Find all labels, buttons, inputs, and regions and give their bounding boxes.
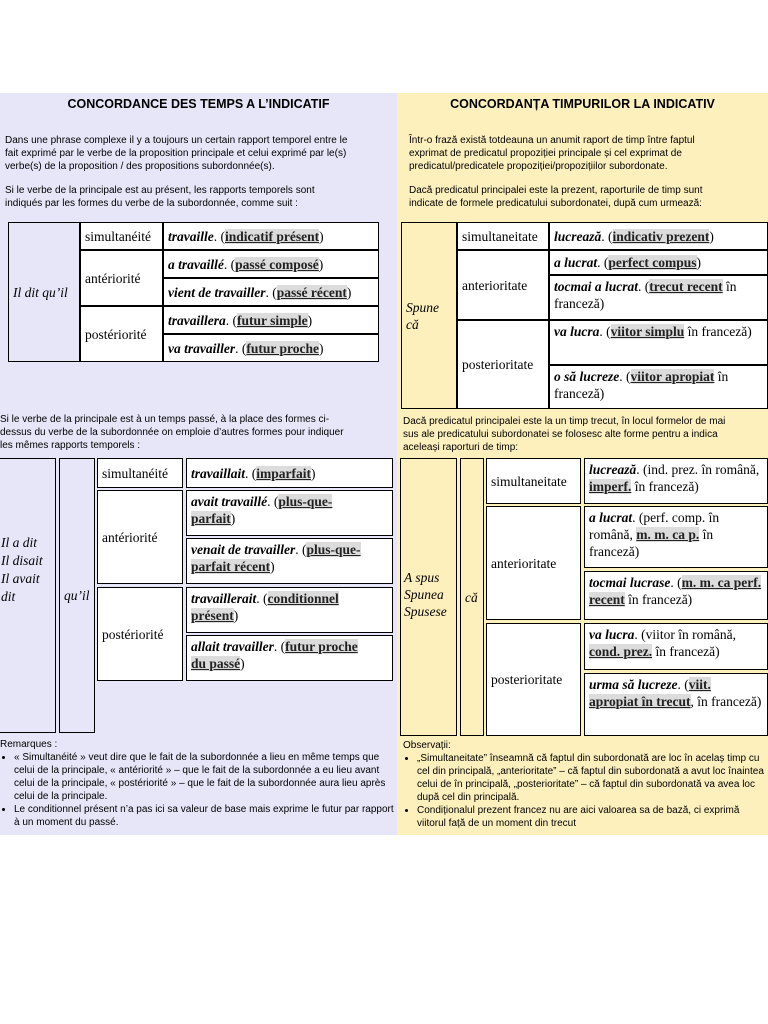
list-item: • Condiționalul prezent francez nu are aici valoarea sa de bază, ci exprimă viitorul față de un moment din trecut xyxy=(417,804,768,830)
anteriority-label: antériorité xyxy=(97,490,183,584)
main-clause-cell: A spus Spunea Spusese xyxy=(400,458,457,736)
table-row: travaille. (indicatif présent) xyxy=(163,222,379,250)
posteriority-label: posterioritate xyxy=(486,623,581,736)
table-row: travaillerait. (conditionnel présent) xyxy=(186,587,393,633)
french-intro-2: Si le verbe de la principale est au présent, les rapports temporels sont indiqués par les formes du verbe de la subordonnée, comme suit : xyxy=(5,185,315,209)
main-clause-cell: Il a dit Il disait Il avait dit xyxy=(0,458,56,733)
simultaneity-label: simultaneitate xyxy=(457,222,549,250)
conjunction-cell: qu’il xyxy=(59,458,95,733)
table-row: tocmai a lucrat. (trecut recent în franceză) xyxy=(549,275,768,320)
remarks-title: Observații: xyxy=(403,740,451,751)
list-item: • Le conditionnel présent n’a pas ici sa valeur de base mais exprime le futur par rapport à un moment du passé. xyxy=(14,803,395,829)
posteriority-label: posterioritate xyxy=(457,320,549,409)
main-clause-cell: Il dit qu’il xyxy=(8,222,80,362)
table-row: tocmai lucrase. (m. m. ca perf. recent în franceză) xyxy=(584,571,768,620)
table-row: o să lucreze. (viitor apropiat în franceză) xyxy=(549,365,768,409)
simultaneity-label: simultanéité xyxy=(97,458,183,488)
table-row: a travaillé. (passé composé) xyxy=(163,250,379,278)
french-column xyxy=(0,93,397,835)
romanian-remarks xyxy=(403,739,768,830)
conjunction-cell: că xyxy=(460,458,484,736)
anteriority-label: anterioritate xyxy=(486,506,581,620)
table-row: allait travailler. (futur proche du passé) xyxy=(186,635,393,681)
table-row: a lucrat. (perf. comp. în română, m. m. ca p. în franceză) xyxy=(584,506,768,568)
simultaneity-label: simultaneitate xyxy=(486,458,581,504)
table-row: travaillera. (futur simple) xyxy=(163,306,379,334)
table-row: lucrează. (ind. prez. în română, imperf. în franceză) xyxy=(584,458,768,504)
remarks-title: Remarques : xyxy=(0,739,58,750)
table-row: vient de travailler. (passé récent) xyxy=(163,278,379,306)
romanian-intro-1: Într-o frază există totdeauna un anumit raport de timp între faptul exprimat de predicatul propoziției principale și cel exprimat de predicatul/predicatele propoziției/propozițiilor subordonate. xyxy=(409,135,695,172)
list-item: • « Simultanéité » veut dire que le fait de la subordonnée a lieu en même temps que celui de la principale, « antériorité » – que le fait de la subordonnée a eu lieu avant celui de la principale, « postériorité » – que le fait de la subordonnée aura lieu après celui de la principale. xyxy=(14,751,395,803)
romanian-title: CONCORDANȚA TIMPURILOR LA INDICATIV xyxy=(450,97,715,111)
table-row: va travailler. (futur proche) xyxy=(163,334,379,362)
table-row: avait travaillé. (plus-que- parfait) xyxy=(186,490,393,536)
french-title: CONCORDANCE DES TEMPS A L’INDICATIF xyxy=(67,97,330,111)
romanian-intro-3: Dacă predicatul principalei este la un timp trecut, în locul formelor de mai sus ale predicatului subordonatei se folosesc alte forme pentru a indica aceleași raporturi de timp: xyxy=(403,416,726,453)
romanian-intro-2: Dacă predicatul principalei este la prezent, raporturile de timp sunt indicate de formele predicatului subordonatei, după cum urmează: xyxy=(409,185,703,209)
posteriority-label: postériorité xyxy=(80,306,163,362)
list-item: • „Simultaneitate” înseamnă că faptul din subordonată are loc în acelaș timp cu cel din principală, „anterioritate” – că faptul din subordonată a avut loc înaintea celui de în principală, „posterioritate” – că faptul din subordonată va avea loc după cel din principală. xyxy=(417,752,768,804)
table-row: lucrează. (indicativ prezent) xyxy=(549,222,768,250)
table-row: va lucra. (viitor în română, cond. prez. în franceză) xyxy=(584,623,768,670)
french-intro-1: Dans une phrase complexe il y a toujours un certain rapport temporel entre le fait exprimé par le verbe de la proposition principale et celui exprimé par le(s) verbe(s) de la proposition / des propositions subordonnée(s). xyxy=(5,135,348,172)
table-row: a lucrat. (perfect compus) xyxy=(549,250,768,275)
anteriority-label: antériorité xyxy=(80,250,163,306)
posteriority-label: postériorité xyxy=(97,587,183,681)
main-clause-cell: Spune că xyxy=(401,222,457,409)
table-row: va lucra. (viitor simplu în franceză) xyxy=(549,320,768,365)
simultaneity-label: simultanéité xyxy=(80,222,163,250)
table-row: venait de travailler. (plus-que- parfait récent) xyxy=(186,538,393,584)
french-intro-3: Si le verbe de la principale est à un temps passé, à la place des formes ci- dessus du verbe de la subordonnée on emploie d’autres formes pour indiquer les mêmes rapports temporels : xyxy=(0,414,344,451)
romanian-column xyxy=(397,93,768,835)
table-row: travaillait. (imparfait) xyxy=(186,458,393,488)
anteriority-label: anterioritate xyxy=(457,250,549,320)
french-remarks xyxy=(0,738,395,829)
table-row: urma să lucreze. (viit. apropiat în trecut, în franceză) xyxy=(584,673,768,736)
